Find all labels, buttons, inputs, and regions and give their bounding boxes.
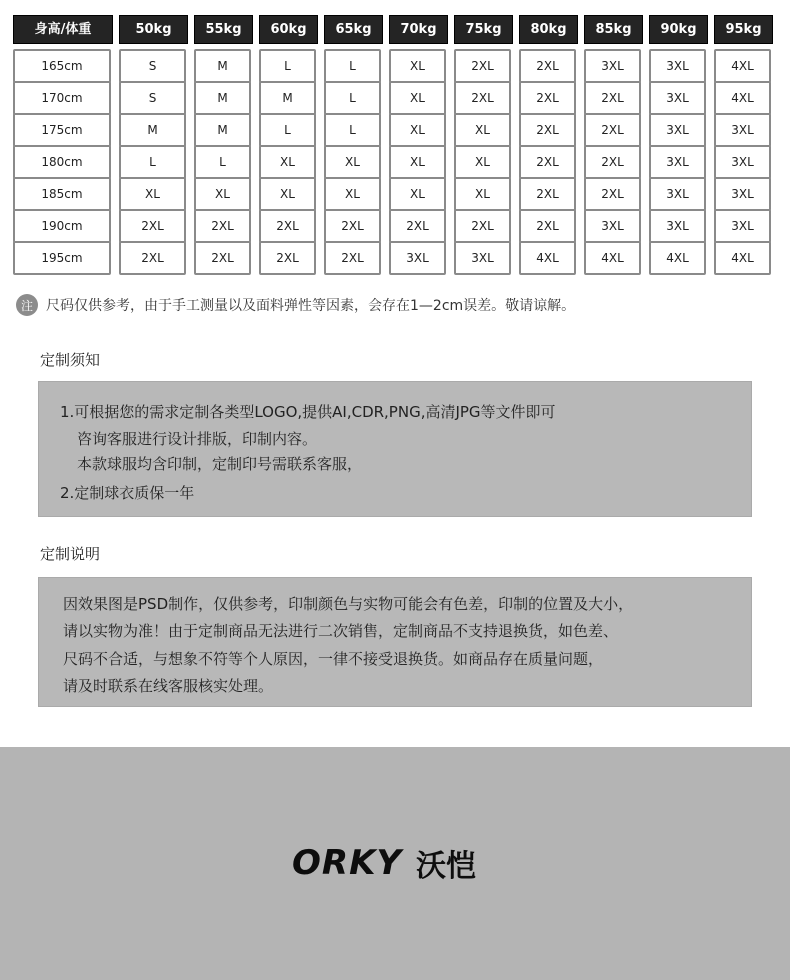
height-cell: 170cm — [13, 81, 111, 115]
size-cell: 2XL — [194, 209, 251, 243]
size-cell: 3XL — [584, 49, 641, 83]
size-cell: 4XL — [584, 241, 641, 275]
size-cell: L — [324, 49, 381, 83]
size-cell: L — [324, 81, 381, 115]
note-icon: 注 — [16, 294, 38, 316]
size-cell: 2XL — [519, 177, 576, 211]
size-cell: L — [119, 145, 186, 179]
size-cell: M — [194, 81, 251, 115]
custom-notice-box — [38, 381, 752, 517]
height-cell: 195cm — [13, 241, 111, 275]
size-cell: 3XL — [649, 209, 706, 243]
size-cell: M — [119, 113, 186, 147]
size-cell: 2XL — [584, 113, 641, 147]
weight-header: 65kg — [324, 15, 383, 44]
size-cell: 2XL — [119, 209, 186, 243]
size-cell: XL — [389, 49, 446, 83]
size-cell: 2XL — [194, 241, 251, 275]
weight-header: 95kg — [714, 15, 773, 44]
size-cell: 4XL — [649, 241, 706, 275]
custom-description-line: 请以实物为准！由于定制商品无法进行二次销售，定制商品不支持退换货，如色差、 — [63, 622, 619, 640]
size-cell: 4XL — [714, 81, 771, 115]
custom-notice-line: 1.可根据您的需求定制各类型LOGO,提供AI,CDR,PNG,高清JPG等文件即可 — [60, 403, 556, 421]
size-cell: 3XL — [714, 209, 771, 243]
size-cell: M — [194, 113, 251, 147]
size-cell: XL — [454, 145, 511, 179]
size-cell: S — [119, 49, 186, 83]
height-cell: 175cm — [13, 113, 111, 147]
weight-header: 80kg — [519, 15, 578, 44]
size-cell: 4XL — [519, 241, 576, 275]
size-cell: 2XL — [519, 81, 576, 115]
weight-header: 85kg — [584, 15, 643, 44]
height-cell: 180cm — [13, 145, 111, 179]
size-cell: 2XL — [454, 81, 511, 115]
custom-description-line: 因效果图是PSD制作，仅供参考，印制颜色与实物可能会有色差，印制的位置及大小， — [63, 595, 634, 613]
custom-notice-line: 本款球服均含印制，定制印号需联系客服， — [77, 455, 363, 473]
size-cell: M — [194, 49, 251, 83]
size-cell: 3XL — [454, 241, 511, 275]
size-cell: XL — [389, 81, 446, 115]
size-cell: L — [194, 145, 251, 179]
size-cell: XL — [259, 177, 316, 211]
size-cell: L — [259, 113, 316, 147]
size-cell: XL — [389, 177, 446, 211]
size-cell: 2XL — [119, 241, 186, 275]
size-cell: XL — [324, 177, 381, 211]
brand-logo — [292, 842, 476, 884]
size-cell: XL — [324, 145, 381, 179]
size-cell: 3XL — [584, 209, 641, 243]
brand-logo-latin: ORKY — [292, 843, 403, 883]
size-cell: 3XL — [714, 177, 771, 211]
size-cell: 2XL — [454, 49, 511, 83]
custom-description-line: 请及时联系在线客服核实处理。 — [63, 677, 274, 695]
weight-header: 60kg — [259, 15, 318, 44]
size-cell: 2XL — [259, 209, 316, 243]
size-cell: L — [259, 49, 316, 83]
size-cell: 2XL — [389, 209, 446, 243]
size-cell: 3XL — [649, 81, 706, 115]
size-cell: 3XL — [389, 241, 446, 275]
custom-notice-line: 咨询客服进行设计排版，印制内容。 — [77, 430, 318, 448]
size-cell: XL — [119, 177, 186, 211]
size-cell: 2XL — [584, 177, 641, 211]
size-cell: 3XL — [649, 177, 706, 211]
height-cell: 185cm — [13, 177, 111, 211]
size-cell: 2XL — [519, 49, 576, 83]
size-cell: 3XL — [649, 113, 706, 147]
size-cell: S — [119, 81, 186, 115]
size-note — [16, 293, 575, 317]
size-cell: 2XL — [454, 209, 511, 243]
size-cell: L — [324, 113, 381, 147]
size-cell: 2XL — [519, 209, 576, 243]
weight-header: 70kg — [389, 15, 448, 44]
custom-notice-line: 2.定制球衣质保一年 — [60, 484, 195, 502]
size-cell: 3XL — [714, 113, 771, 147]
weight-header: 50kg — [119, 15, 188, 44]
brand-logo-chinese: 沃恺 — [416, 849, 477, 884]
size-cell: 2XL — [519, 113, 576, 147]
size-cell: XL — [389, 145, 446, 179]
size-cell: 2XL — [324, 209, 381, 243]
size-cell: 4XL — [714, 241, 771, 275]
size-cell: 2XL — [519, 145, 576, 179]
weight-header: 55kg — [194, 15, 253, 44]
height-cell: 190cm — [13, 209, 111, 243]
size-cell: XL — [454, 177, 511, 211]
weight-header: 90kg — [649, 15, 708, 44]
custom-notice-title: 定制须知 — [40, 351, 101, 369]
weight-header: 75kg — [454, 15, 513, 44]
size-cell: XL — [454, 113, 511, 147]
size-cell: 2XL — [259, 241, 316, 275]
size-cell: 3XL — [714, 145, 771, 179]
custom-description-box — [38, 577, 752, 707]
note-text: 尺码仅供参考，由于手工测量以及面料弹性等因素，会存在1—2cm误差。敬请谅解。 — [46, 298, 576, 314]
size-cell: 2XL — [324, 241, 381, 275]
size-cell: XL — [389, 113, 446, 147]
size-cell: 3XL — [649, 49, 706, 83]
size-cell: XL — [194, 177, 251, 211]
height-cell: 165cm — [13, 49, 111, 83]
size-cell: 2XL — [584, 145, 641, 179]
size-cell: 4XL — [714, 49, 771, 83]
chart-corner-header: 身高/体重 — [13, 15, 113, 44]
size-cell: XL — [259, 145, 316, 179]
custom-description-line: 尺码不合适，与想象不符等个人原因，一律不接受退换货。如商品存在质量问题， — [63, 650, 604, 668]
size-cell: 2XL — [584, 81, 641, 115]
size-cell: 3XL — [649, 145, 706, 179]
custom-description-title: 定制说明 — [40, 545, 101, 563]
size-cell: M — [259, 81, 316, 115]
